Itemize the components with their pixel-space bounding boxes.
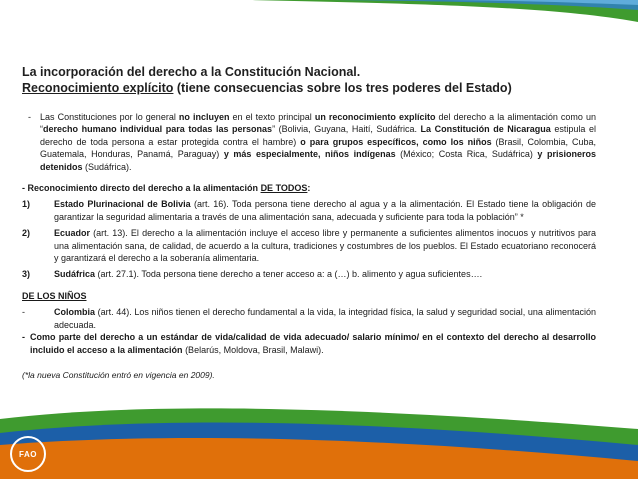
text-run: : [307,183,311,194]
heading-line-1: La incorporación del derecho a la Constitución Nacional. [22,65,361,79]
section-title-de-los-ninos: DE LOS NIÑOS [22,290,87,301]
item-number: 2) [22,228,31,239]
item-text [54,268,596,280]
list-item-estandar-de-vida [22,331,596,356]
text-run: (art. 16). Toda persona tiene derecho al agua y a la alimentación. El Estado tiene la obligación de garantizar la seguridad alimentaria a través de una alimentación sana, adecuada y suficiente para toda la población” * [54,199,596,222]
item-text [30,331,596,356]
bottom-wave-decoration [0,405,638,479]
text-run: (art. 27.1). Toda persona tiene derecho a tener acceso a: a (…) b. alimento y agua suficientes…. [95,269,483,280]
bold-run: y prisioneros detenidos [40,149,596,172]
list-item-colombia [22,306,596,331]
text-run: del derecho a la alimentación como un “ [40,112,596,135]
text-run: estipula el derecho de toda persona a estar protegida contra el hambre) [40,124,597,147]
heading-underlined-text: Reconocimiento explícito [22,81,174,95]
fao-logo-label: FAO [19,449,37,459]
bullet-marker: - [28,112,31,122]
text-run: (art. 13). El derecho a la alimentación incluye el acceso libre y permanente a suficientes alimentos inocuos y nutritivos para una alimentación sana, de calidad, de acuerdo a la cultura, tradiciones y costumbres de los pueblos. El Estado ecuatoriano reconocerá y garantizará el derecho a la soberanía alimentaria. [54,228,596,264]
bullet-marker: - [22,332,25,343]
bold-run: derecho humano individual para todas las personas [43,124,273,135]
fao-logo [10,436,46,472]
bold-run: Ecuador [54,228,91,239]
bold-run: Sudáfrica [54,269,96,280]
text-run: (art. 44). Los niños tienen el derecho fundamental a la vida, la integridad física, la salud y seguridad social, una alimentación adecuada. [54,307,596,330]
bold-run: o para grupos específicos, como los niños [300,136,492,147]
bold-run: un reconocimiento explícito [314,112,436,122]
list-item-bolivia [22,198,596,223]
slide-heading [22,64,622,96]
bold-run: y más especialmente, niños indígenas [223,149,396,160]
item-number: 1) [22,199,31,210]
heading-line-2 [22,80,622,96]
text-run: (Belarús, Moldova, Brasil, Malawi). [182,344,324,355]
text-run: ” (Bolivia, Guyana, Haití, Sudáfrica. [272,124,421,135]
heading-rest-text: (tiene consecuencias sobre los tres poderes del Estado) [173,81,512,95]
item-number: 3) [22,269,31,280]
text-run: (México; Costa Rica, Sudáfrica) [395,149,538,160]
text-run: Las Constituciones por lo general [40,112,179,122]
bullet-marker: - [22,307,25,318]
text-run: - Reconocimiento directo del derecho a la alimentación [22,183,261,194]
paragraph-constituciones [22,111,596,173]
footnote: (*la nueva Constitución entró en vigencia en 2009). [22,369,215,380]
item-text [54,227,596,264]
bold-run: no incluyen [178,112,230,122]
list-item-ecuador [22,227,596,264]
item-text [54,198,596,223]
top-wave-decoration [0,0,638,60]
item-text [54,306,596,331]
text-run: en el texto principal [229,112,315,122]
paragraph-text [40,111,596,173]
bold-run: Colombia [54,307,96,318]
text-run: (Brasil, Colombia, Cuba, Guatemala, Honduras, Panamá, Paraguay) [40,136,596,160]
underlined-run: DE TODOS [260,183,308,194]
bold-run: La Constitución de Nicaragua [420,124,551,135]
list-item-sudafrica [22,268,596,280]
slide-content [22,111,596,381]
bold-run: Estado Plurinacional de Bolivia [54,199,191,210]
section-title-de-todos [22,182,596,194]
text-run: (Sudáfrica). [82,161,132,172]
bold-run: Como parte del derecho a un estándar de vida/calidad de vida adecuado/ salario mínimo/ en el contexto del derecho al desarrollo incluido el acceso a la alimentación [30,332,596,355]
